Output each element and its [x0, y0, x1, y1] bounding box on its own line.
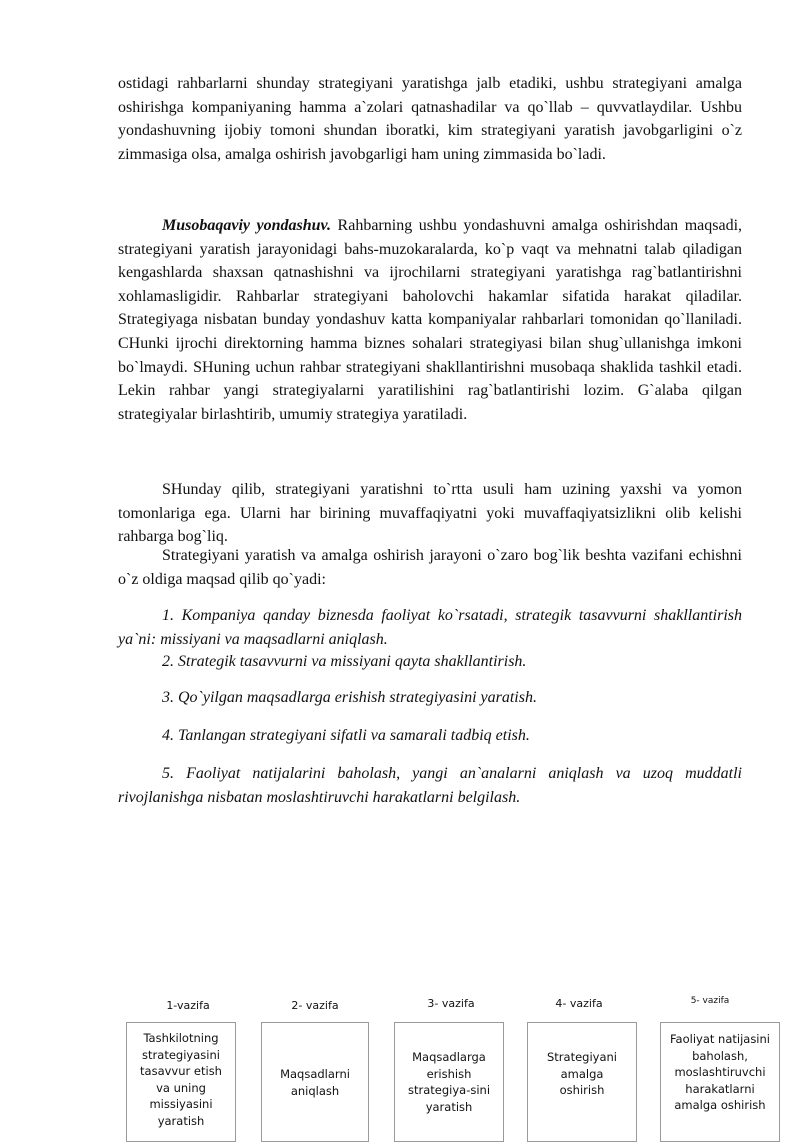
box-line: Strategiyani: [547, 1050, 617, 1064]
box-line: aniqlash: [290, 1083, 340, 1098]
box-line: missiyasini: [149, 1097, 213, 1111]
box-line: amalga oshirish: [674, 1098, 766, 1112]
paragraph-intro: ostidagi rahbarlarni shunday strategiyani yaratishga jalb etadiki, ushbu strategiyani amalga oshirishga kompaniyaning hamma a`zolari qatnashadilar va qo`llab – quvvatlaydilar. Ushbu yondashuvning ijobiy tomoni shundan iboratki, kim strategiyani yaratish javobgarligini o`z zimmasiga olsa, amalga oshirish javobgarligi ham uning zimmasida bo`ladi.: [118, 75, 742, 163]
box-line: tasavvur etish: [140, 1064, 222, 1078]
diagram-label-3: 3- vazifa: [427, 997, 475, 1010]
box-line: oshirish: [559, 1083, 605, 1097]
box-line: erishish: [426, 1066, 472, 1081]
box-line: yaratish: [157, 1113, 205, 1128]
box-line: va uning: [156, 1080, 206, 1095]
task-item-2: 2. Strategik tasavvurni va missiyani qayta shakllantirish.: [162, 653, 527, 670]
task-item-4: 4. Tanlangan strategiyani sifatli va samarali tadbiq etish.: [162, 727, 530, 744]
diagram-box-3: [394, 1022, 504, 1142]
paragraph-heading: Musobaqaviy yondashuv.: [162, 217, 332, 234]
box-line: Maqsadlarga: [412, 1050, 486, 1064]
diagram-box-1: [126, 1022, 236, 1142]
paragraph-tasks-intro: Strategiyani yaratish va amalga oshirish jarayoni o`zaro bog`lik beshta vazifani echishni o`z oldiga maqsad qilib qo`yadi:: [118, 547, 742, 588]
paragraph-conclusion: SHunday qilib, strategiyani yaratishni to`rtta usuli ham uzining yaxshi va yomon tomonlariga ega. Ularni har birining muvaffaqiyatni yoki muvaffaqiyatsizlikni olib kelishi rahbarga bog`liq.: [118, 481, 742, 546]
diagram-label-5: 5- vazifa: [690, 996, 730, 1006]
box-line: Tashkilotning: [143, 1031, 219, 1045]
diagram-label-4: 4- vazifa: [555, 997, 603, 1010]
box-line: strategiya-sini: [407, 1083, 491, 1097]
box-line: baholash,: [692, 1048, 748, 1063]
task-item-5: 5. Faoliyat natijalarini baholash, yangi an`analarni aniqlash va uzoq muddatli rivojlanishga nisbatan moslashtiruvchi harakatlarni belgilash.: [118, 765, 742, 806]
paragraph-competitive-approach: [118, 214, 742, 426]
diagram-box-2: [261, 1022, 369, 1142]
box-line: Maqsadlarni: [280, 1067, 350, 1081]
task-item-3: 3. Qo`yilgan maqsadlarga erishish strategiyasini yaratish.: [162, 689, 537, 706]
diagram-label-2: 2- vazifa: [291, 999, 339, 1012]
diagram-box-5: [660, 1022, 780, 1142]
task-item-1: 1. Kompaniya qanday biznesda faoliyat ko`rsatadi, strategik tasavvurni shakllantirish ya`ni: missiyani va maqsadlarni aniqlash.: [118, 607, 742, 648]
box-line: harakatlarni: [685, 1081, 755, 1096]
box-line: Faoliyat natijasini: [669, 1032, 770, 1046]
diagram-label-1: 1-vazifa: [166, 999, 210, 1012]
paragraph-body: Rahbarning ushbu yondashuvni amalga oshirishdan maqsadi, strategiyani yaratish jarayonidagi bahs-muzokaralarda, ko`p vaqt va mehnatni talab qiladigan kengashlarda shaxsan qatnashishni va ijrochilarni strategiyani yaratishga rag`batlantirishni xohlamasligidir. Rahbarlar strategiyani baholovchi hakamlar sifatida harakat qiladilar. Strategiyaga nisbatan bunday yondashuv katta kompaniyalar rahbarlari tomonidan qo`llaniladi. CHunki ijrochi direktorning hamma biznes sohalari strategiyasi bilan shug`ullanishga imkoni bo`lmaydi. SHuning uchun rahbar strategiyani shakllantirishni musobaqa shaklida tashkil etadi. Lekin rahbar yangi strategiyalarni yaratilishini rag`batlantirishi lozim. G`alaba qilgan strategiyalar birlashtirib, umumiy strategiya yaratiladi.: [118, 217, 743, 423]
box-line: amalga: [560, 1066, 604, 1081]
box-line: strategiyasini: [142, 1047, 220, 1062]
diagram-box-4: [527, 1022, 637, 1142]
box-line: yaratish: [425, 1099, 473, 1114]
box-line: moslashtiruvchi: [674, 1065, 766, 1079]
